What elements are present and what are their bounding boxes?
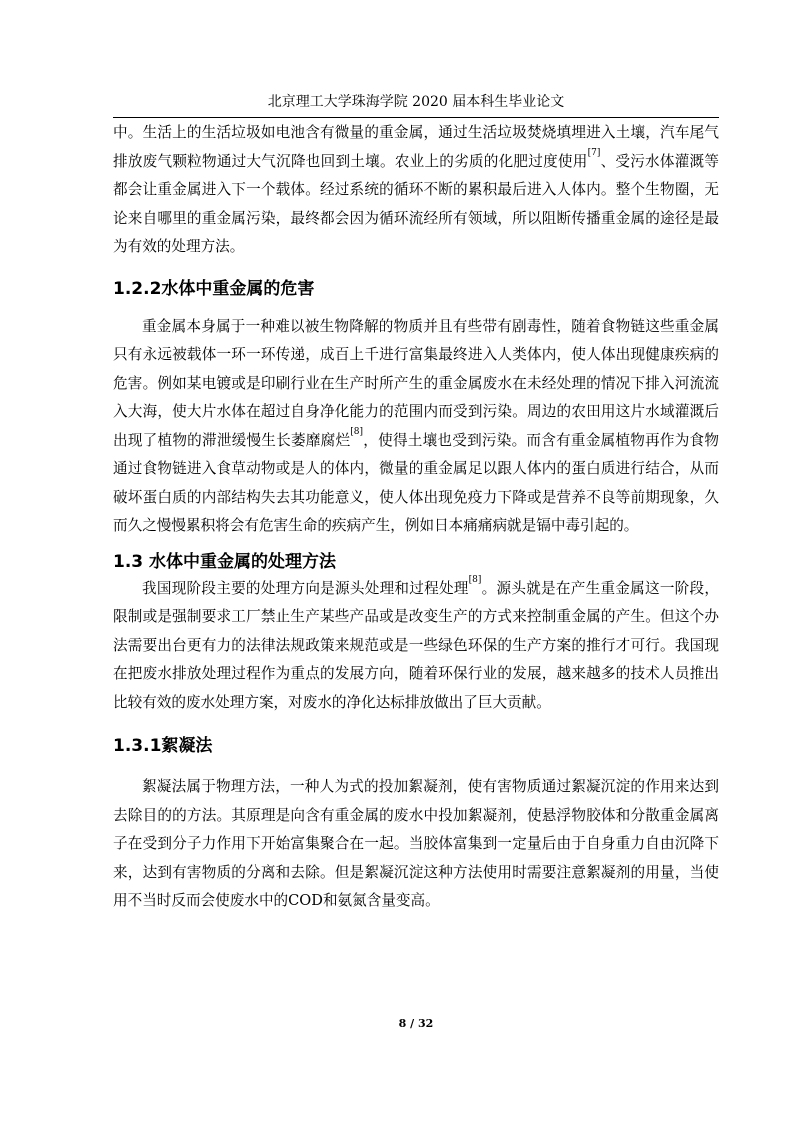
header-divider (113, 117, 719, 118)
paragraph-text: 中。生活上的生活垃圾如电池含有微量的重金属，通过生活垃圾焚烧填埋进入土壤，汽车尾气排放废气颗粒物通过大气沉降也回到土壤。农业上的劣质的化肥过度使用 (113, 124, 719, 170)
paragraph-heavy-metal-hazard (113, 313, 719, 541)
paragraph-flocculation (113, 773, 719, 916)
citation-ref: [8] (350, 426, 364, 437)
paragraph-text: 。源头就是在产生重金属这一阶段，限制或是强制要求工厂禁止生产某些产品或是改变生产的方式来控制重金属的产生。但这个办法需要出台更有力的法律法规政策来规范或是一些绿色环保的生产方案的推行才可行。我国现在把废水排放处理过程作为重点的发展方向，随着环保行业的发展，越来越多的技术人员推出比较有效的废水处理方案，对废水的净化达标排放做出了巨大贡献。 (113, 579, 719, 711)
paragraph-text: 重金属本身属于一种难以被生物降解的物质并且有些带有剧毒性，随着食物链这些重金属只有永远被载体一环一环传递，成百上千进行富集最终进入人类体内，使人体出现健康疾病的危害。例如某电镀或是印刷行业在生产时所产生的重金属废水在未经处理的情况下排入河流流入大海，使大片水体在超过自身净化能力的范围内而受到污染。周边的农田用这片水域灌溉后出现了植物的滞泄缓慢生长萎靡腐烂 (113, 317, 719, 449)
citation-ref: [7] (587, 147, 601, 158)
section-heading-1-3: 1.3 水体中重金属的处理方法 (113, 551, 337, 572)
running-header: 北京理工大学珠海学院 2020 届本科生毕业论文 (267, 94, 565, 110)
page-body (113, 119, 719, 916)
paragraph-continued (113, 119, 719, 262)
paragraph-text: 絮凝法属于物理方法，一种人为式的投加絮凝剂，使有害物质通过絮凝沉淀的作用来达到去除目的的方法。其原理是向含有重金属的废水中投加絮凝剂，使悬浮物胶体和分散重金属离子在受到分子力作用下开始富集聚合在一起。当胶体富集到一定量后由于自身重力自由沉降下来，达到有害物质的分离和去除。但是絮凝沉淀这种方法使用时需要注意絮凝剂的用量，当使用不当时反而会使废水中的COD和氨氮含量变高。 (113, 778, 719, 909)
paragraph-text: ，使得土壤也受到污染。而含有重金属植物再作为食物通过食物链进入食草动物或是人的体内，微量的重金属足以跟人体内的蛋白质进行结合，从而破坏蛋白质的内部结构失去其功能意义，使人体出现免疫力下降或是营养不良等前期现象，久而久之慢慢累积将会有危害生命的疾病产生，例如日本痛痛病就是镉中毒引起的。 (113, 431, 719, 534)
paragraph-text: 我国现阶段主要的处理方向是源头处理和过程处理 (142, 579, 469, 597)
section-heading-1-3-1: 1.3.1絮凝法 (113, 736, 213, 756)
page-number: 8 / 32 (398, 1017, 434, 1030)
section-heading-1-2-2: 1.2.2水体中重金属的危害 (113, 278, 315, 299)
paragraph-treatment-methods (113, 575, 719, 718)
paragraph-text: 、受污水体灌溉等都会让重金属进入下一个载体。经过系统的循环不断的累积最后进入人体内。整个生物圈，无论来自哪里的重金属污染，最终都会因为循环流经所有领域，所以阻断传播重金属的途径是最为有效的处理方法。 (113, 152, 719, 255)
citation-ref: [8] (468, 574, 482, 585)
